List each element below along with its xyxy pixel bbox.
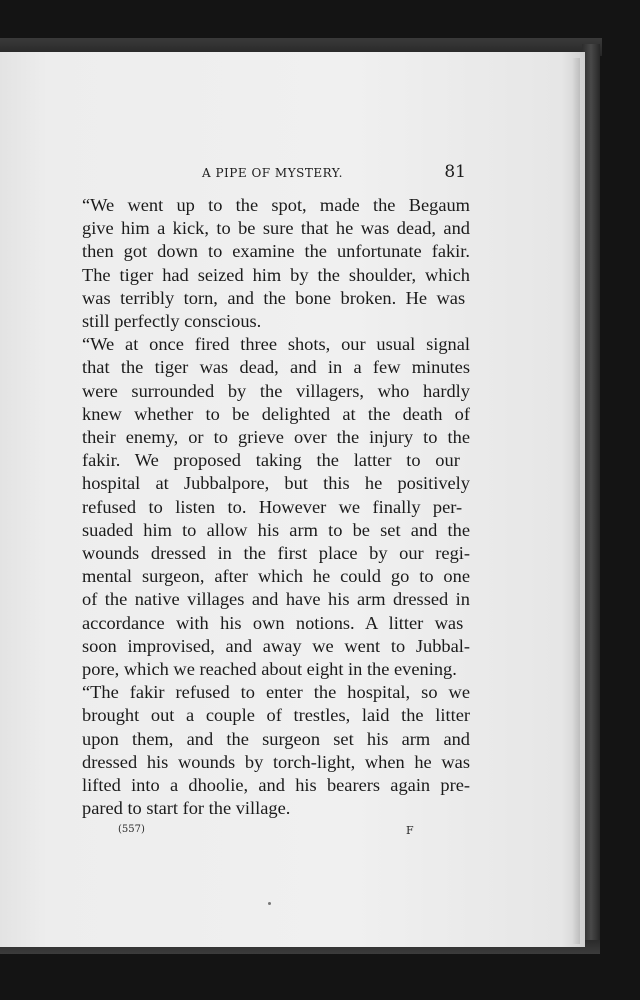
text-line: suaded him to allow his arm to be set and the [82, 519, 470, 540]
paragraph [82, 681, 470, 820]
text-line: mental surgeon, after which he could go to one [82, 566, 470, 587]
gathering-letter: F [406, 824, 414, 837]
running-title: A PIPE OF MYSTERY. [202, 166, 343, 180]
paragraph [82, 194, 470, 333]
signature-mark: (557) [118, 824, 145, 835]
page-number: 81 [444, 162, 466, 182]
paper-speck [268, 902, 271, 905]
paragraph [82, 333, 470, 681]
text-line: The tiger had seized him by the shoulder, which [82, 264, 470, 285]
text-line: “We went up to the spot, made the Begaum [82, 195, 470, 215]
text-line: dressed his wounds by torch-light, when he was [82, 751, 470, 772]
text-line: still perfectly conscious. [82, 311, 262, 332]
page-footer [82, 824, 470, 842]
page-fore-edge [572, 58, 580, 944]
running-header [82, 162, 470, 186]
text-line: pore, which we reached about eight in the evening. [82, 659, 457, 680]
text-line: “The fakir refused to enter the hospital, so we [82, 682, 470, 703]
text-line: “We at once fired three shots, our usual signal [82, 334, 470, 355]
text-line: fakir. We proposed taking the latter to our [82, 450, 460, 471]
text-line: give him a kick, to be sure that he was dead, and [82, 218, 470, 239]
text-line: were surrounded by the villagers, who hardly [82, 380, 470, 401]
text-line: was terribly torn, and the bone broken. He was [82, 287, 466, 308]
text-line: soon improvised, and away we went to Jubbal- [82, 635, 470, 656]
text-line: knew whether to be delighted at the death of [82, 403, 470, 424]
text-line: pared to start for the village. [82, 798, 291, 819]
text-line: of the native villages and have his arm dressed in [82, 589, 470, 610]
text-line: then got down to examine the unfortunate fakir. [82, 241, 470, 262]
text-line: brought out a couple of trestles, laid the litter [82, 705, 470, 726]
text-line: lifted into a dhoolie, and his bearers again pre- [82, 775, 470, 796]
body-text [82, 194, 470, 820]
text-line: their enemy, or to grieve over the injury to the [82, 427, 470, 448]
text-line: that the tiger was dead, and in a few minutes [82, 357, 470, 378]
text-line: hospital at Jubbalpore, but this he positively [82, 473, 470, 494]
text-line: upon them, and the surgeon set his arm and [82, 728, 470, 749]
text-line: accordance with his own notions. A litter was [82, 612, 464, 633]
text-line: wounds dressed in the first place by our regi- [82, 543, 470, 564]
text-line: refused to listen to. However we finally per- [82, 496, 463, 517]
